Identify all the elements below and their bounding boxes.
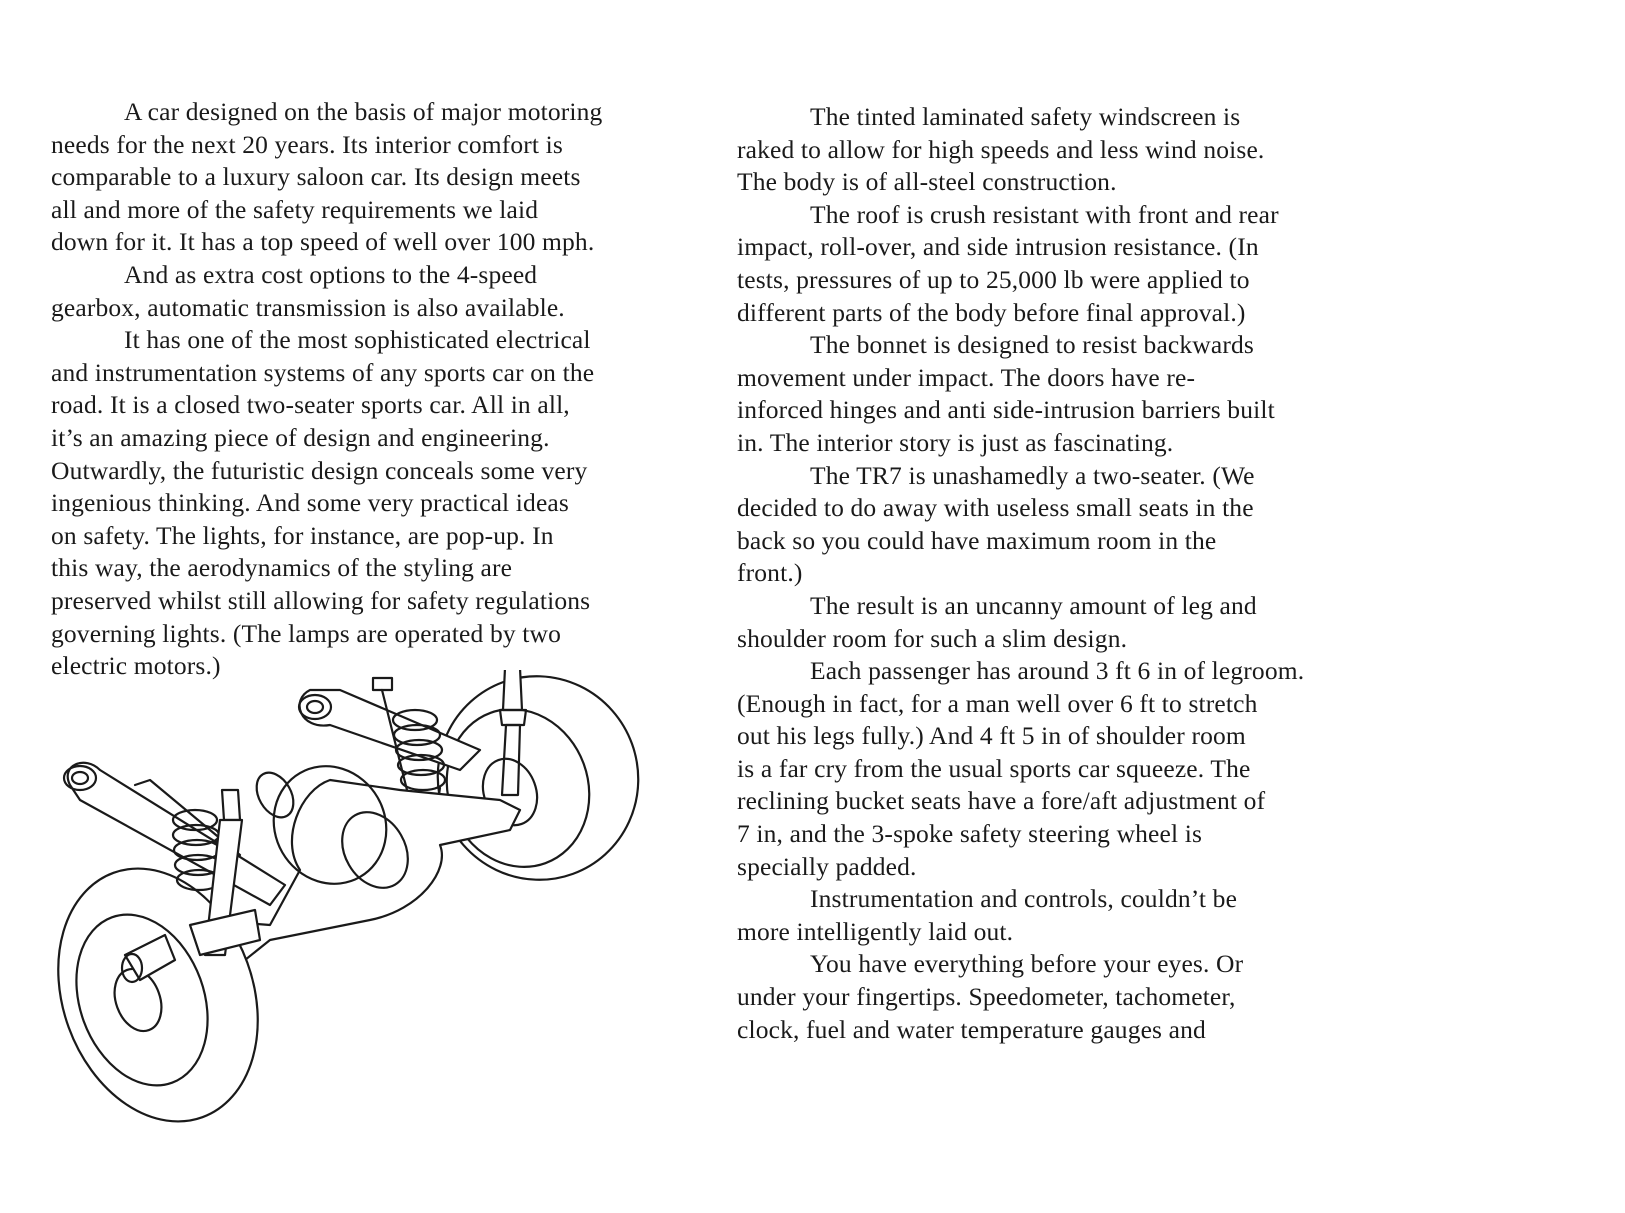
right-column-text-line: The bonnet is designed to resist backwards: [810, 330, 1254, 360]
right-column-text-line: tests, pressures of up to 25,000 lb were applied to: [737, 264, 1250, 294]
right-column-text-line: is a far cry from the usual sports car squeeze. The: [737, 753, 1251, 783]
right-column-text-line: more intelligently laid out.: [737, 916, 1014, 946]
left-column-text-line: preserved whilst still allowing for safety regulations: [51, 585, 591, 615]
right-column-text-line: Instrumentation and controls, couldn’t be: [810, 884, 1238, 914]
left-column-text-line: It has one of the most sophisticated electrical: [124, 325, 591, 355]
left-column-text-line: comparable to a luxury saloon car. Its design meets: [51, 162, 581, 192]
left-column-text-line: needs for the next 20 years. Its interior comfort is: [51, 129, 563, 159]
right-column-text-line: under your fingertips. Speedometer, tachometer,: [737, 982, 1236, 1012]
right-text-column: [737, 101, 1357, 1046]
left-column-text-line: electric motors.): [51, 651, 221, 681]
left-column-text-line: and instrumentation systems of any sports car on the: [51, 357, 595, 387]
right-column-text-line: different parts of the body before final approval.): [737, 297, 1246, 327]
right-column-text-line: The result is an uncanny amount of leg and: [810, 590, 1257, 620]
left-column-text-line: gearbox, automatic transmission is also available.: [51, 292, 565, 322]
right-column-text-line: clock, fuel and water temperature gauges and: [737, 1014, 1206, 1044]
right-column-text-line: You have everything before your eyes. Or: [810, 949, 1244, 979]
rear-axle-suspension-illustration: [40, 670, 660, 1140]
left-column-text-line: all and more of the safety requirements we laid: [51, 194, 539, 224]
right-column-text-line: decided to do away with useless small seats in the: [737, 493, 1254, 523]
left-column-text-line: Outwardly, the futuristic design conceals some very: [51, 455, 588, 485]
right-column-text-line: The tinted laminated safety windscreen is: [810, 102, 1241, 131]
suspension-drawing: [40, 670, 660, 1140]
right-column-text-line: (Enough in fact, for a man well over 6 ft to stretch: [737, 688, 1258, 718]
left-column-text-line: ingenious thinking. And some very practical ideas: [51, 488, 569, 518]
right-column-text-line: inforced hinges and anti side-intrusion barriers built: [737, 395, 1275, 425]
right-column-text-line: The TR7 is unashamedly a two-seater. (We: [810, 460, 1255, 490]
left-column-text-line: down for it. It has a top speed of well over 100 mph.: [51, 227, 595, 257]
right-column-text-line: front.): [737, 558, 803, 588]
left-column-text-line: on safety. The lights, for instance, are pop-up. In: [51, 520, 554, 550]
right-column-text-line: The roof is crush resistant with front and rear: [810, 199, 1279, 229]
left-column-text-line: it’s an amazing piece of design and engineering.: [51, 422, 550, 452]
right-column-text-line: back so you could have maximum room in the: [737, 525, 1217, 555]
right-column-text-line: shoulder room for such a slim design.: [737, 623, 1128, 653]
left-column-text-line: governing lights. (The lamps are operated by two: [51, 618, 561, 648]
right-column-text-line: The body is of all-steel construction.: [737, 167, 1117, 197]
right-column-text-line: Each passenger has around 3 ft 6 in of legroom.: [810, 656, 1305, 686]
right-column-text-line: movement under impact. The doors have re-: [737, 362, 1196, 392]
left-text-column: [51, 96, 691, 683]
left-column-text-line: road. It is a closed two-seater sports car. All in all,: [51, 390, 570, 420]
left-column-text-line: And as extra cost options to the 4-speed: [124, 259, 538, 289]
left-column-text-line: this way, the aerodynamics of the styling are: [51, 553, 513, 583]
right-column-text-line: specially padded.: [737, 851, 917, 881]
right-column-text-line: reclining bucket seats have a fore/aft adjustment of: [737, 786, 1266, 816]
right-column-text-line: in. The interior story is just as fascinating.: [737, 427, 1174, 457]
right-column-text-line: raked to allow for high speeds and less wind noise.: [737, 134, 1265, 164]
right-column-text-line: impact, roll-over, and side intrusion resistance. (In: [737, 232, 1259, 262]
right-column-text-line: 7 in, and the 3-spoke safety steering wheel is: [737, 819, 1203, 849]
right-column-text-line: out his legs fully.) And 4 ft 5 in of shoulder room: [737, 721, 1246, 751]
left-column-text-line: A car designed on the basis of major motoring: [124, 97, 603, 126]
